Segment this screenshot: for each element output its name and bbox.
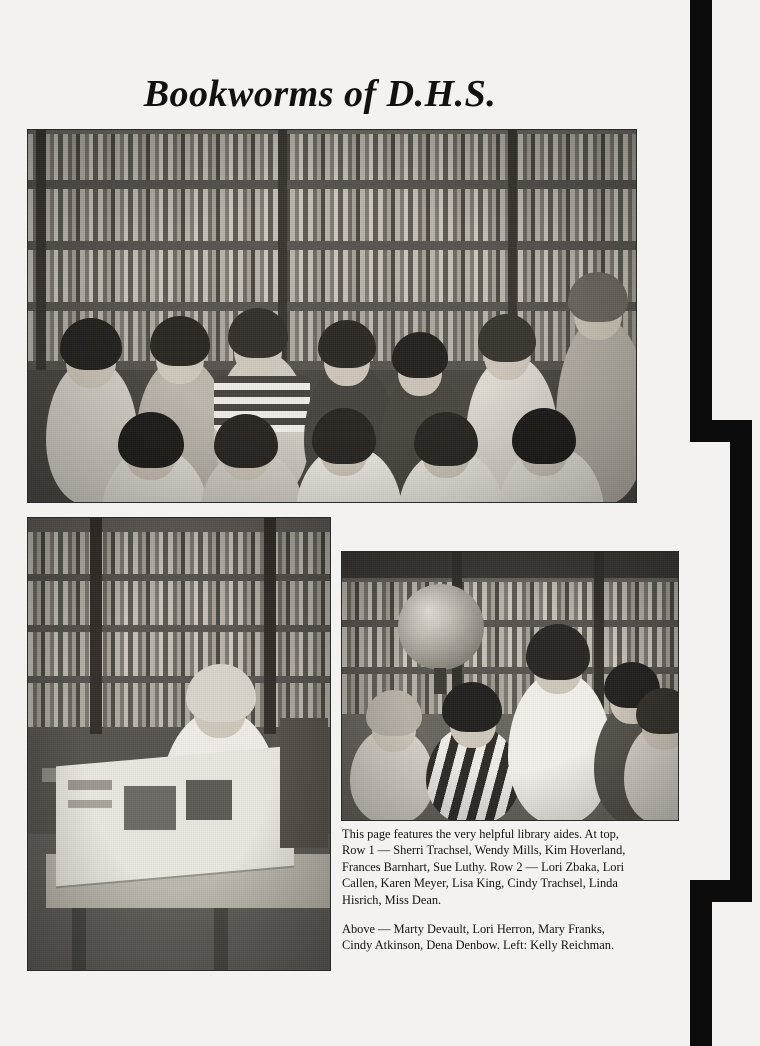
group-photo-globe (342, 552, 678, 820)
caption-paragraph-1: This page features the very helpful library aides. At top, Row 1 — Sherri Trachsel, Wendy Mills, Kim Hoverland, Frances Barnhart, Sue Luthy. Row 2 — Lori Zbaka, Lori Callen, Karen Meyer, Lisa King, Cindy Trachsel, Linda Hisrich, Miss Dean. (342, 827, 626, 907)
caption-paragraph-2: Above — Marty Devault, Lori Herron, Mary Franks, Cindy Atkinson, Dena Denbow. Left: Kelly Reichman. (342, 921, 615, 953)
rail-segment (690, 0, 712, 420)
group-photo-library-table (28, 130, 636, 502)
page-title: Bookworms of D.H.S. (143, 73, 497, 115)
student-reading-newspaper-photo (28, 518, 330, 970)
photo-caption (342, 826, 638, 954)
rail-segment (730, 420, 752, 880)
decorative-rail (650, 0, 760, 1046)
rail-segment (690, 880, 712, 1046)
